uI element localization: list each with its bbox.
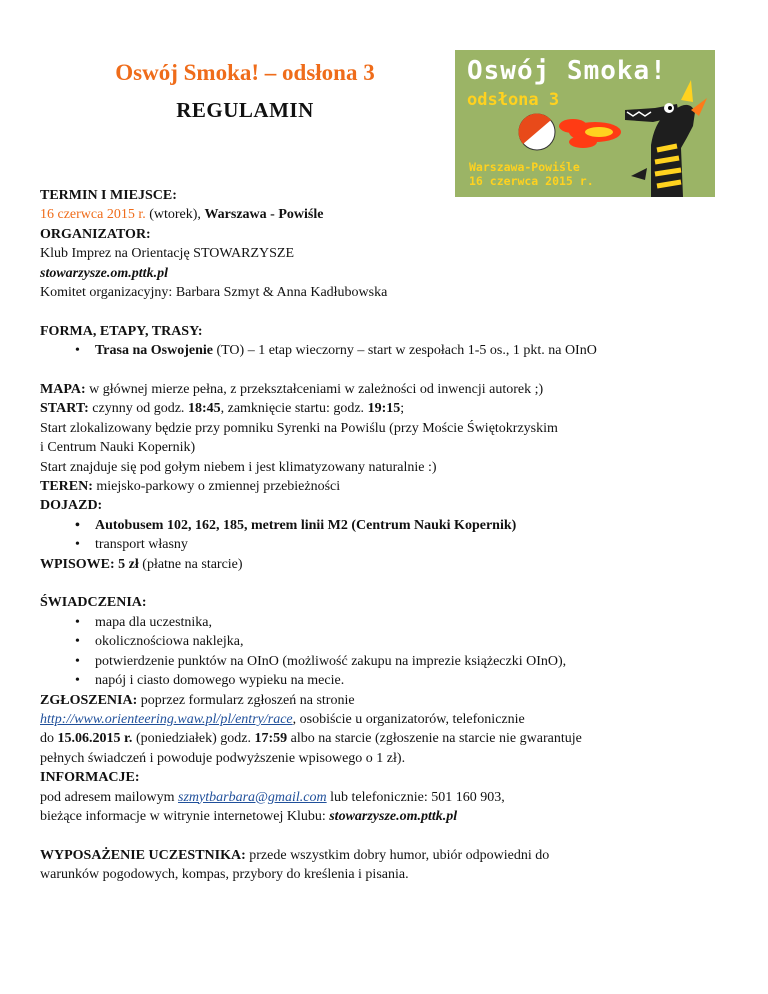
zgloszenia-t1: poprzez formularz zgłoszeń na stronie — [137, 692, 355, 708]
swiadczenia-heading: ŚWIADCZENIA: — [40, 595, 147, 611]
informacje-t1: pod adresem mailowym — [40, 789, 179, 805]
termin-weekday: (wtorek), — [145, 207, 205, 223]
informacje-website: stowarzysze.om.pttk.pl — [329, 808, 458, 824]
forma-list — [40, 341, 730, 360]
fire-icon — [559, 119, 621, 148]
logo-date: 16 czerwca 2015 r. — [469, 174, 594, 188]
zgloszenia-line-3 — [40, 729, 730, 748]
zgloszenia-time: 17:59 — [254, 731, 288, 747]
zgloszenia-deadline: 15.06.2015 r. — [57, 731, 133, 747]
route-desc: (TO) – 1 etap wieczorny – start w zespołach 1-5 os., 1 pkt. na OInO — [212, 343, 597, 359]
informacje-heading: INFORMACJE: — [40, 770, 140, 786]
informacje-t3: bieżące informacje w witrynie internetowej Klubu: — [40, 808, 330, 824]
organizator-committee: Komitet organizacyjny: Barbara Szmyt & Anna Kadłubowska — [40, 285, 388, 301]
logo-title: Oswój Smoka! — [467, 56, 667, 86]
wpisowe-label: WPISOWE: 5 zł — [40, 556, 139, 572]
start-t1: czynny od godz. — [88, 401, 188, 417]
zgloszenia-line-4: pełnych świadczeń i powoduje podwyższenie wpisowego o 1 zł). — [40, 750, 406, 766]
zgloszenia-t3: do — [40, 731, 58, 747]
start-location-2: i Centrum Nauki Kopernik) — [40, 440, 196, 456]
informacje-t2: lub telefonicznie: 501 160 903, — [326, 789, 505, 805]
termin-heading: TERMIN I MIEJSCE: — [40, 188, 177, 203]
list-item — [40, 341, 730, 360]
wpisowe-line — [40, 555, 730, 574]
dojazd-list — [40, 516, 730, 555]
page-title: Oswój Smoka! – odsłona 3 — [115, 60, 375, 85]
rules-content — [40, 186, 730, 885]
zgloszenia-line-2 — [40, 710, 730, 729]
logo-edition: odsłona 3 — [467, 90, 560, 110]
dragon-body — [625, 80, 707, 197]
dojazd-heading: DOJAZD: — [40, 498, 103, 514]
start-note: Start znajduje się pod gołym niebem i jest klimatyzowany naturalnie :) — [40, 459, 437, 475]
entry-form-link[interactable]: http://www.orienteering.waw.pl/pl/entry/race — [40, 711, 293, 727]
start-time-open: 18:45 — [187, 401, 221, 417]
wyposazenie-label: WYPOSAŻENIE UCZESTNIKA: — [40, 847, 246, 863]
list-item: • okolicznościowa naklejka, — [40, 632, 730, 651]
page-subtitle: REGULAMIN — [176, 98, 314, 122]
informacje-line-2 — [40, 807, 730, 826]
teren-label: TEREN: — [40, 479, 93, 495]
zgloszenia-label: ZGŁOSZENIA: — [40, 692, 138, 708]
list-item: • mapa dla uczestnika, — [40, 613, 730, 632]
start-t2: , zamknięcie startu: godz. — [220, 401, 368, 417]
mapa-line — [40, 380, 730, 399]
mapa-text: w głównej mierze pełna, z przekształceniami w zależności od inwencji autorek ;) — [85, 382, 544, 398]
list-item: • napój i ciasto domowego wypieku na mecie. — [40, 671, 730, 690]
teren-line — [40, 477, 730, 496]
zgloszenia-line — [40, 691, 730, 710]
termin-date: 16 czerwca 2015 r. — [40, 207, 146, 223]
route-name: Trasa na Oswojenie — [95, 343, 213, 359]
start-label: START: — [40, 401, 89, 417]
list-item: • transport własny — [40, 535, 730, 554]
start-location: Start zlokalizowany będzie przy pomniku Syrenki na Powiślu (przy Moście Świętokrzyskim — [40, 420, 558, 436]
teren-text: miejsko-parkowy o zmiennej przebieżności — [92, 479, 341, 495]
start-t3: ; — [400, 401, 405, 417]
wpisowe-text: (płatne na starcie) — [138, 556, 243, 572]
termin-place: Warszawa - Powiśle — [204, 207, 324, 223]
wyposazenie-line-2: warunków pogodowych, kompas, przybory do kreślenia i pisania. — [40, 867, 409, 883]
wyposazenie-text: przede wszystkim dobry humor, ubiór odpowiedni do — [245, 847, 550, 863]
organizator-website: stowarzysze.om.pttk.pl — [40, 265, 168, 281]
forma-heading: FORMA, ETAPY, TRASY: — [40, 323, 203, 339]
zgloszenia-t2: , osobiście u organizatorów, telefonicznie — [292, 711, 525, 727]
informacje-line — [40, 788, 730, 807]
mapa-label: MAPA: — [40, 382, 86, 398]
title-block — [40, 58, 450, 126]
logo-place: Warszawa-Powiśle — [469, 160, 580, 174]
organizator-club: Klub Imprez na Orientację STOWARZYSZE — [40, 246, 295, 262]
organizator-heading: ORGANIZATOR: — [40, 226, 151, 242]
compass-disc-icon — [519, 114, 555, 150]
zgloszenia-t4: (poniedziałek) godz. — [132, 731, 255, 747]
start-time-close: 19:15 — [367, 401, 401, 417]
zgloszenia-t5: albo na starcie (zgłoszenie na starcie nie gwarantuje — [287, 731, 582, 747]
termin-line — [40, 205, 730, 224]
wyposazenie-line — [40, 846, 730, 865]
email-link[interactable]: szmytbarbara@gmail.com — [178, 789, 327, 805]
event-logo — [455, 50, 715, 197]
list-item: • Autobusem 102, 162, 185, metrem linii M2 (Centrum Nauki Kopernik) — [40, 516, 730, 535]
swiadczenia-list — [40, 613, 730, 691]
list-item: • potwierdzenie punktów na OInO (możliwość zakupu na imprezie książeczki OInO), — [40, 652, 730, 671]
start-line — [40, 399, 730, 418]
